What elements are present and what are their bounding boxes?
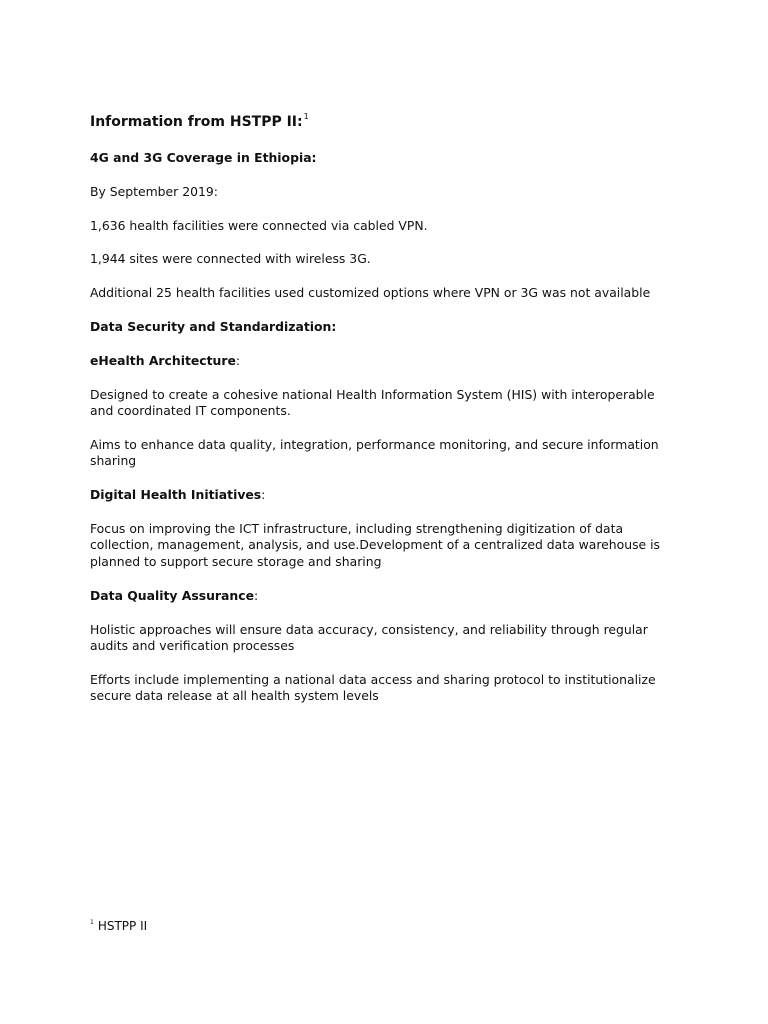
digital-paragraph-1: Focus on improving the ICT infrastructure, including strengthening digitization of data collection, management, analysis, and use.Development of a centralized data warehouse is planned to support secure storage and sharing bbox=[90, 520, 661, 569]
ehealth-heading-line bbox=[90, 353, 680, 370]
quality-heading: Data Quality Assurance bbox=[90, 587, 254, 603]
digital-heading-line bbox=[90, 487, 680, 504]
footnote-marker: 1 bbox=[90, 919, 94, 926]
coverage-vpn: 1,636 health facilities were connected via cabled VPN. bbox=[90, 217, 428, 233]
quality-heading-line bbox=[90, 588, 680, 605]
quality-paragraph-1: Holistic approaches will ensure data accuracy, consistency, and reliability through regular audits and verification processes bbox=[90, 621, 648, 654]
digital-heading: Digital Health Initiatives bbox=[90, 487, 262, 503]
quality-paragraph-2: Efforts include implementing a national data access and sharing protocol to institutionalize secure data release at all health system levels bbox=[90, 671, 656, 704]
coverage-3g: 1,944 sites were connected with wireless 3G. bbox=[90, 251, 371, 267]
ehealth-heading: eHealth Architecture bbox=[90, 352, 236, 368]
digital-colon: : bbox=[261, 487, 266, 503]
footnote-reference: 1 bbox=[303, 112, 309, 121]
quality-colon: : bbox=[253, 587, 259, 603]
coverage-additional: Additional 25 health facilities used customized options where VPN or 3G was not available bbox=[90, 285, 651, 301]
page-title bbox=[90, 107, 680, 132]
coverage-heading: 4G and 3G Coverage in Ethiopia: bbox=[90, 150, 317, 165]
coverage-date: By September 2019: bbox=[90, 183, 218, 199]
document-body bbox=[90, 107, 680, 722]
footnote-text: HSTPP II bbox=[97, 919, 148, 933]
ehealth-colon: : bbox=[235, 352, 241, 368]
security-heading: Data Security and Standardization: bbox=[90, 318, 337, 334]
footnote bbox=[90, 915, 147, 934]
page-title-text: Information from HSTPP II: bbox=[90, 114, 303, 130]
ehealth-paragraph-2: Aims to enhance data quality, integration, performance monitoring, and secure information sharing bbox=[90, 436, 659, 469]
ehealth-paragraph-1: Designed to create a cohesive national Health Information System (HIS) with interoperable and coordinated IT components. bbox=[90, 386, 655, 419]
